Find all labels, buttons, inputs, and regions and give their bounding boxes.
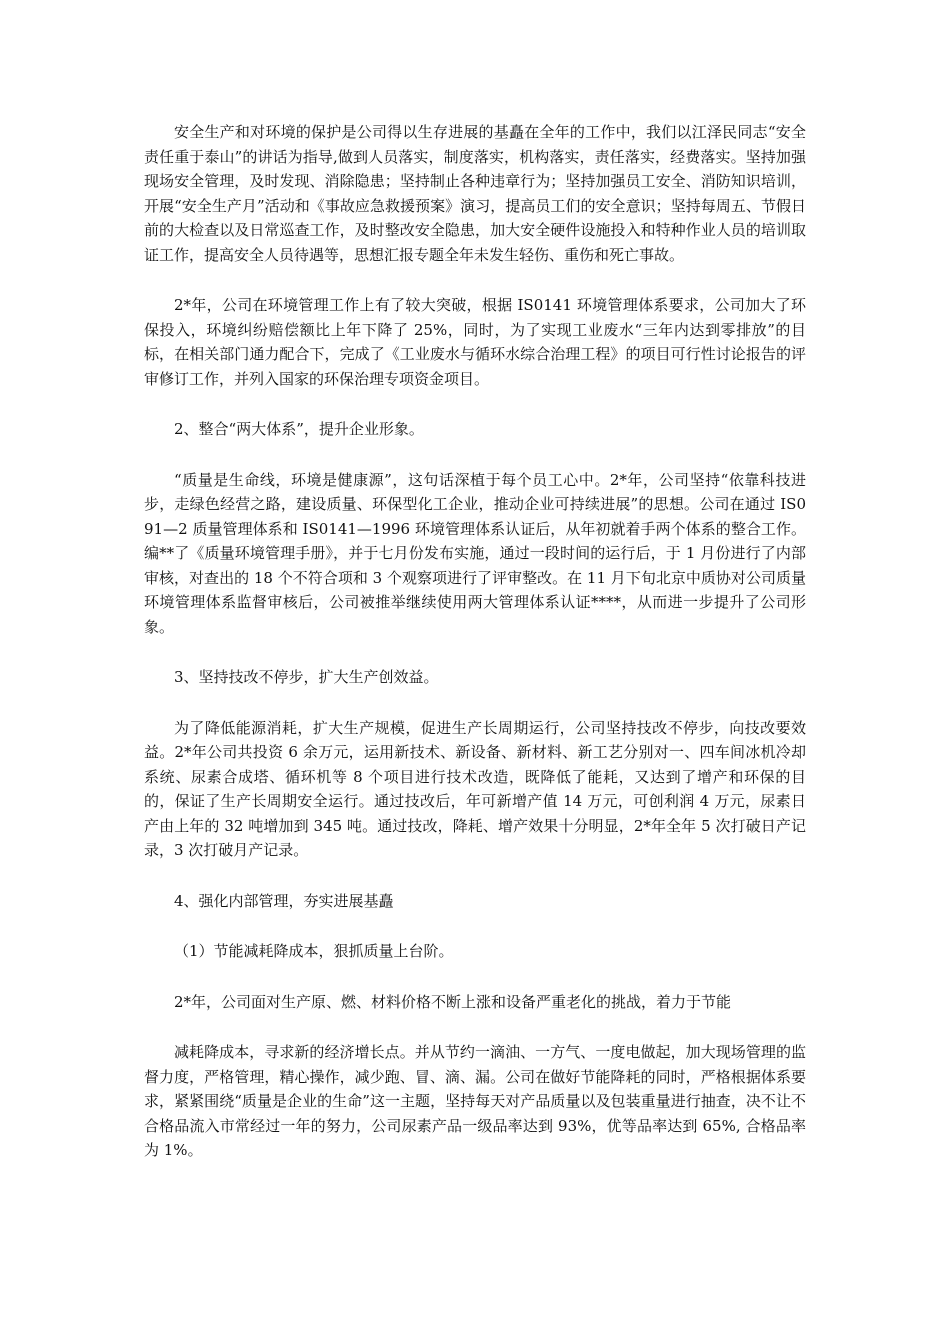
section-heading-2: 2、整合“两大体系”，提升企业形象。 <box>174 420 424 438</box>
subsection-heading-1: （1）节能减耗降成本，狠抓质量上台阶。 <box>174 942 454 960</box>
section-heading-3: 3、坚持技改不停步，扩大生产创效益。 <box>174 668 439 686</box>
paragraph-cost-intro: 2*年，公司面对生产原、燃、材料价格不断上涨和设备严重老化的挑战，着力于节能 <box>174 992 732 1011</box>
paragraph-safety: 安全生产和对环境的保护是公司得以生存进展的基矗在全年的工作中，我们以江泽民同志“安全责任重于泰山”的讲话为指导,做到人员落实，制度落实，机构落实，责任落实，经费落实。坚持加强现场安全管理，及时发现、消除隐患；坚持制止各种违章行为；坚持加强员工安全、消防知识培训，开展“安全生产月”活动和《事故应急救援预案》演习，提高员工们的安全意识；坚持每周五、节假日前的大检查以及日常巡查工作，及时整改安全隐患，加大安全硬件设施投入和特种作业人员的培训取证工作，提高安全人员待遇等，思想汇报专题全年未发生轻伤、重伤和死亡事故。 <box>144 123 806 264</box>
document-page <box>144 120 806 1189</box>
paragraph-environment: 2*年，公司在环境管理工作上有了较大突破，根据 IS0141 环境管理体系要求，公司加大了环保投入，环境纠纷赔偿额比上年下降了 25%，同时，为了实现工业废水“三年内达到零排放”的目标，在相关部门通力配合下，完成了《工业废水与循环水综合治理工程》的项目可行性讨论报告的评审修订工作，并列入国家的环保治理专项资金项目。 <box>144 296 806 388</box>
paragraph-quality-system: “质量是生命线，环境是健康源”，这句话深植于每个员工心中。2*年，公司坚持“依靠科技进步，走绿色经营之路，建设质量、环保型化工企业，推动企业可持续进展”的思想。公司在通过 IS091—2 质量管理体系和 IS0141—1996 环境管理体系认证后，从年初就着手两个体系的整合工作。编**了《质量环境管理手册》，并于七月份发布实施，通过一段时间的运行后，于 1 月份进行了内部审核，对查出的 18 个不符合项和 3 个观察项进行了评审整改。在 11 月下旬北京中质协对公司质量环境管理体系监督审核后，公司被推举继续使用两大管理体系认证****，从而进一步提升了公司形象。 <box>144 470 806 636</box>
section-heading-4: 4、强化内部管理，夯实进展基矗 <box>174 891 394 910</box>
paragraph-tech-upgrade: 为了降低能源消耗，扩大生产规模，促进生产长周期运行，公司坚持技改不停步，向技改要效益。2*年公司共投资 6 余万元，运用新技术、新设备、新材料、新工艺分别对一、四车间冰机冷却系统、尿素合成塔、循环机等 8 个项目进行技术改造，既降低了能耗，又达到了增产和环保的目的，保证了生产长周期安全运行。通过技改后，年可新增产值 14 万元，可创利润 4 万元，尿素日产由上年的 32 吨增加到 345 吨。通过技改，降耗、增产效果十分明显，2*年全年 5 次打破日产记录，3 次打破月产记录。 <box>144 718 806 859</box>
paragraph-cost-reduction: 减耗降成本，寻求新的经济增长点。并从节约一滴油、一方气、一度电做起，加大现场管理的监督力度，严格管理，精心操作，减少跑、冒、滴、漏。公司在做好节能降耗的同时，严格根据体系要求，紧紧围绕“质量是企业的生命”这一主题，坚持每天对产品质量以及包装重量进行抽查，决不让不合格品流入市常经过一年的努力，公司尿素产品一级品率达到 93%，优等品率达到 65%, 合格品率为 1%。 <box>144 1043 806 1159</box>
